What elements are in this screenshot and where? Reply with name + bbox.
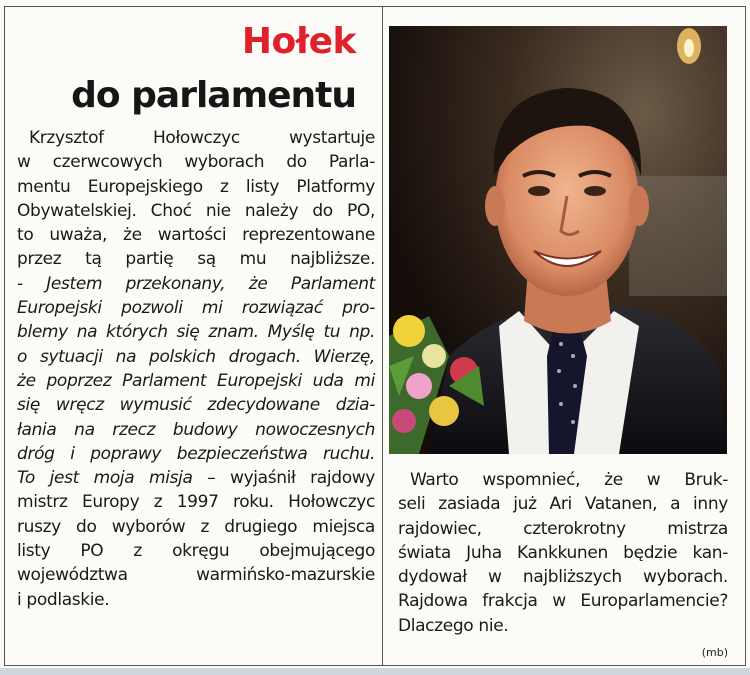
left-line: się wręcz wymusić zdecydowane dzia- xyxy=(17,395,375,416)
left-line: mentu Europejskiego z listy Platformy xyxy=(17,176,375,197)
bottom-strip xyxy=(0,668,750,675)
right-line: Rajdowa frakcja w Europarlamencie? xyxy=(398,591,728,612)
left-line: województwa warmińsko-mazurskie xyxy=(17,565,375,586)
left-line-normal: – wyjaśnił rajdowy xyxy=(192,468,376,489)
headline-red: Hołek xyxy=(241,21,356,62)
column-divider xyxy=(382,6,383,666)
left-line: łania na rzecz budowy nowoczesnych xyxy=(17,419,375,440)
right-line: Dlaczego nie. xyxy=(398,615,509,636)
byline: (mb) xyxy=(701,646,728,659)
left-line: mistrz Europy z 1997 roku. Hołowczyc xyxy=(17,492,375,513)
left-line: Krzysztof Hołowczyc wystartuje xyxy=(29,128,375,148)
right-line: rajdowiec, czterokrotny mistrza xyxy=(398,518,728,539)
portrait-illustration xyxy=(389,26,727,454)
portrait-photo xyxy=(389,26,727,454)
left-line: Europejski pozwoli mi rozwiązać pro- xyxy=(17,298,375,319)
left-line: o sytuacji na polskich drogach. Wierzę, xyxy=(17,346,375,367)
right-line: dydował w najbliższych wyborach. xyxy=(398,567,728,588)
left-line: i podlaskie. xyxy=(17,589,110,610)
left-line: przez tą partię są mu najbliższe. xyxy=(17,249,375,270)
left-line: ruszy do wyborów z drugiego miejsca xyxy=(17,516,375,537)
right-column-text xyxy=(398,468,728,638)
left-line xyxy=(17,466,375,490)
left-line: listy PO z okręgu obejmującego xyxy=(17,541,375,562)
left-line: - Jestem przekonany, że Parlament xyxy=(17,273,375,294)
right-line: świata Juha Kankkunen będzie kan- xyxy=(398,542,728,563)
left-line-italic: To jest moja misja xyxy=(17,468,193,489)
right-line: seli zasiada już Ari Vatanen, a inny xyxy=(398,494,728,515)
left-column-text xyxy=(17,126,375,612)
right-line: Warto wspomnieć, że w Bruk- xyxy=(410,470,728,490)
left-line: Obywatelskiej. Choć nie należy do PO, xyxy=(17,200,375,221)
left-line: że poprzez Parlament Europejski uda mi xyxy=(17,370,375,391)
left-line: blemy na których się znam. Myślę tu np. xyxy=(17,322,375,343)
headline-black: do parlamentu xyxy=(71,75,356,116)
left-line: dróg i poprawy bezpieczeństwa ruchu. xyxy=(17,443,375,464)
left-line: to uważa, że wartości reprezentowane xyxy=(17,225,375,246)
left-line: w czerwcowych wyborach do Parla- xyxy=(17,152,375,173)
